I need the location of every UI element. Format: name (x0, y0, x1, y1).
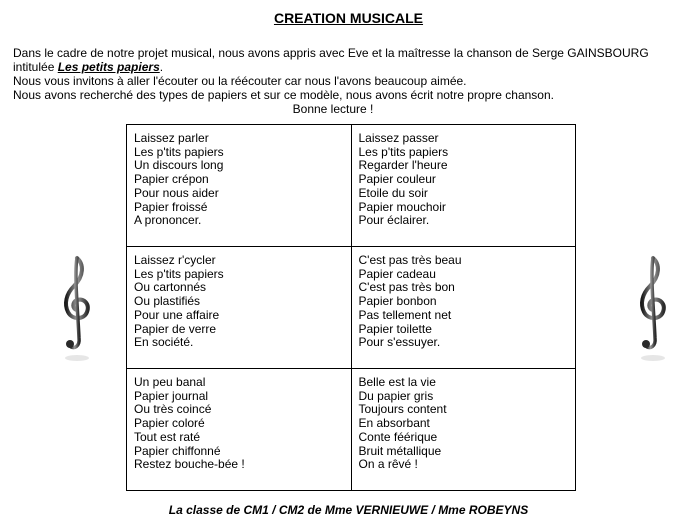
verse-line: Les p'tits papiers (134, 144, 224, 159)
verse-line: Papier crépon (134, 172, 209, 187)
treble-clef-icon (636, 254, 670, 364)
verse-line: Papier cadeau (358, 266, 436, 281)
verse-cell (351, 125, 576, 247)
verse-cell (351, 369, 576, 491)
verse-line: Ou plastifiés (134, 294, 201, 309)
verse-line: Ou cartonnés (134, 280, 207, 295)
verse-line: A prononcer. (134, 213, 202, 228)
verse-line: Les p'tits papiers (134, 266, 224, 281)
verse-line: Pas tellement net (358, 307, 452, 322)
verses-row (127, 247, 576, 369)
intro-line-2-prefix: intitulée (13, 60, 58, 74)
verses-row (127, 369, 576, 491)
intro-line-2-suffix: . (159, 60, 164, 74)
verse-line: C'est pas très bon (358, 280, 455, 295)
verse-line: On a rêvé ! (358, 457, 418, 472)
verse-line: Ou très coincé (134, 402, 212, 417)
verse-cell (127, 247, 352, 369)
verse-line: Pour éclairer. (358, 213, 430, 228)
verse-line: Laissez passer (358, 131, 439, 145)
verse-line: Belle est la vie (358, 375, 436, 389)
intro-line-4: Nous avons recherché des types de papiers et sur ce modèle, nous avons écrit notre propre chanson. (13, 88, 554, 102)
intro-paragraph (13, 46, 693, 116)
verse-line: Bruit métallique (358, 443, 442, 458)
verses-row (127, 125, 576, 247)
verse-line: Pour s'essuyer. (358, 335, 441, 350)
verse-line: Les p'tits papiers (358, 144, 449, 159)
verse-cell (351, 247, 576, 369)
page-title: CREATION MUSICALE (273, 10, 424, 26)
class-signature: La classe de CM1 / CM2 de Mme VERNIEUWE / Mme ROBEYNS (168, 503, 529, 517)
intro-line-5: Bonne lecture ! (292, 102, 374, 116)
verse-line: Restez bouche-bée ! (134, 457, 245, 472)
verse-line: En société. (134, 335, 194, 350)
verse-line: Papier froissé (134, 199, 208, 214)
verse-line: Tout est raté (134, 429, 201, 444)
verse-line: Du papier gris (358, 388, 434, 403)
verse-line: Papier toilette (358, 321, 432, 336)
verse-line: Papier mouchoir (358, 199, 446, 214)
verse-line: Un peu banal (134, 375, 206, 389)
song-verses-table (126, 124, 576, 491)
verse-line: Conte féérique (358, 429, 438, 444)
verse-line: Papier de verre (134, 321, 217, 336)
verse-line: Un discours long (134, 158, 224, 173)
verse-line: En absorbant (358, 416, 430, 431)
verse-line: Papier couleur (358, 172, 436, 187)
verse-cell (127, 369, 352, 491)
treble-clef-icon (60, 254, 94, 364)
verse-line: Pour une affaire (134, 307, 220, 322)
verse-cell (127, 125, 352, 247)
intro-line-2 (13, 60, 693, 74)
verse-line: Pour nous aider (134, 185, 219, 200)
verse-line: Toujours content (358, 402, 447, 417)
verse-line: Papier chiffonné (134, 443, 221, 458)
verse-line: Regarder l'heure (358, 158, 448, 173)
verse-line: Laissez r'cycler (134, 253, 216, 267)
verse-line: C'est pas très beau (358, 253, 462, 267)
verse-line: Papier journal (134, 388, 209, 403)
intro-line-1: Dans le cadre de notre projet musical, nous avons appris avec Eve et la maîtresse la chanson de Serge GAINSBOURG (13, 46, 649, 60)
verse-line: Laissez parler (134, 131, 209, 145)
verse-line: Papier coloré (134, 416, 205, 431)
verse-line: Etoile du soir (358, 185, 428, 200)
verse-line: Papier bonbon (358, 294, 437, 309)
intro-line-3: Nous vous invitons à aller l'écouter ou la réécouter car nous l'avons beaucoup aimée. (13, 74, 467, 88)
song-title: Les petits papiers (57, 60, 160, 74)
